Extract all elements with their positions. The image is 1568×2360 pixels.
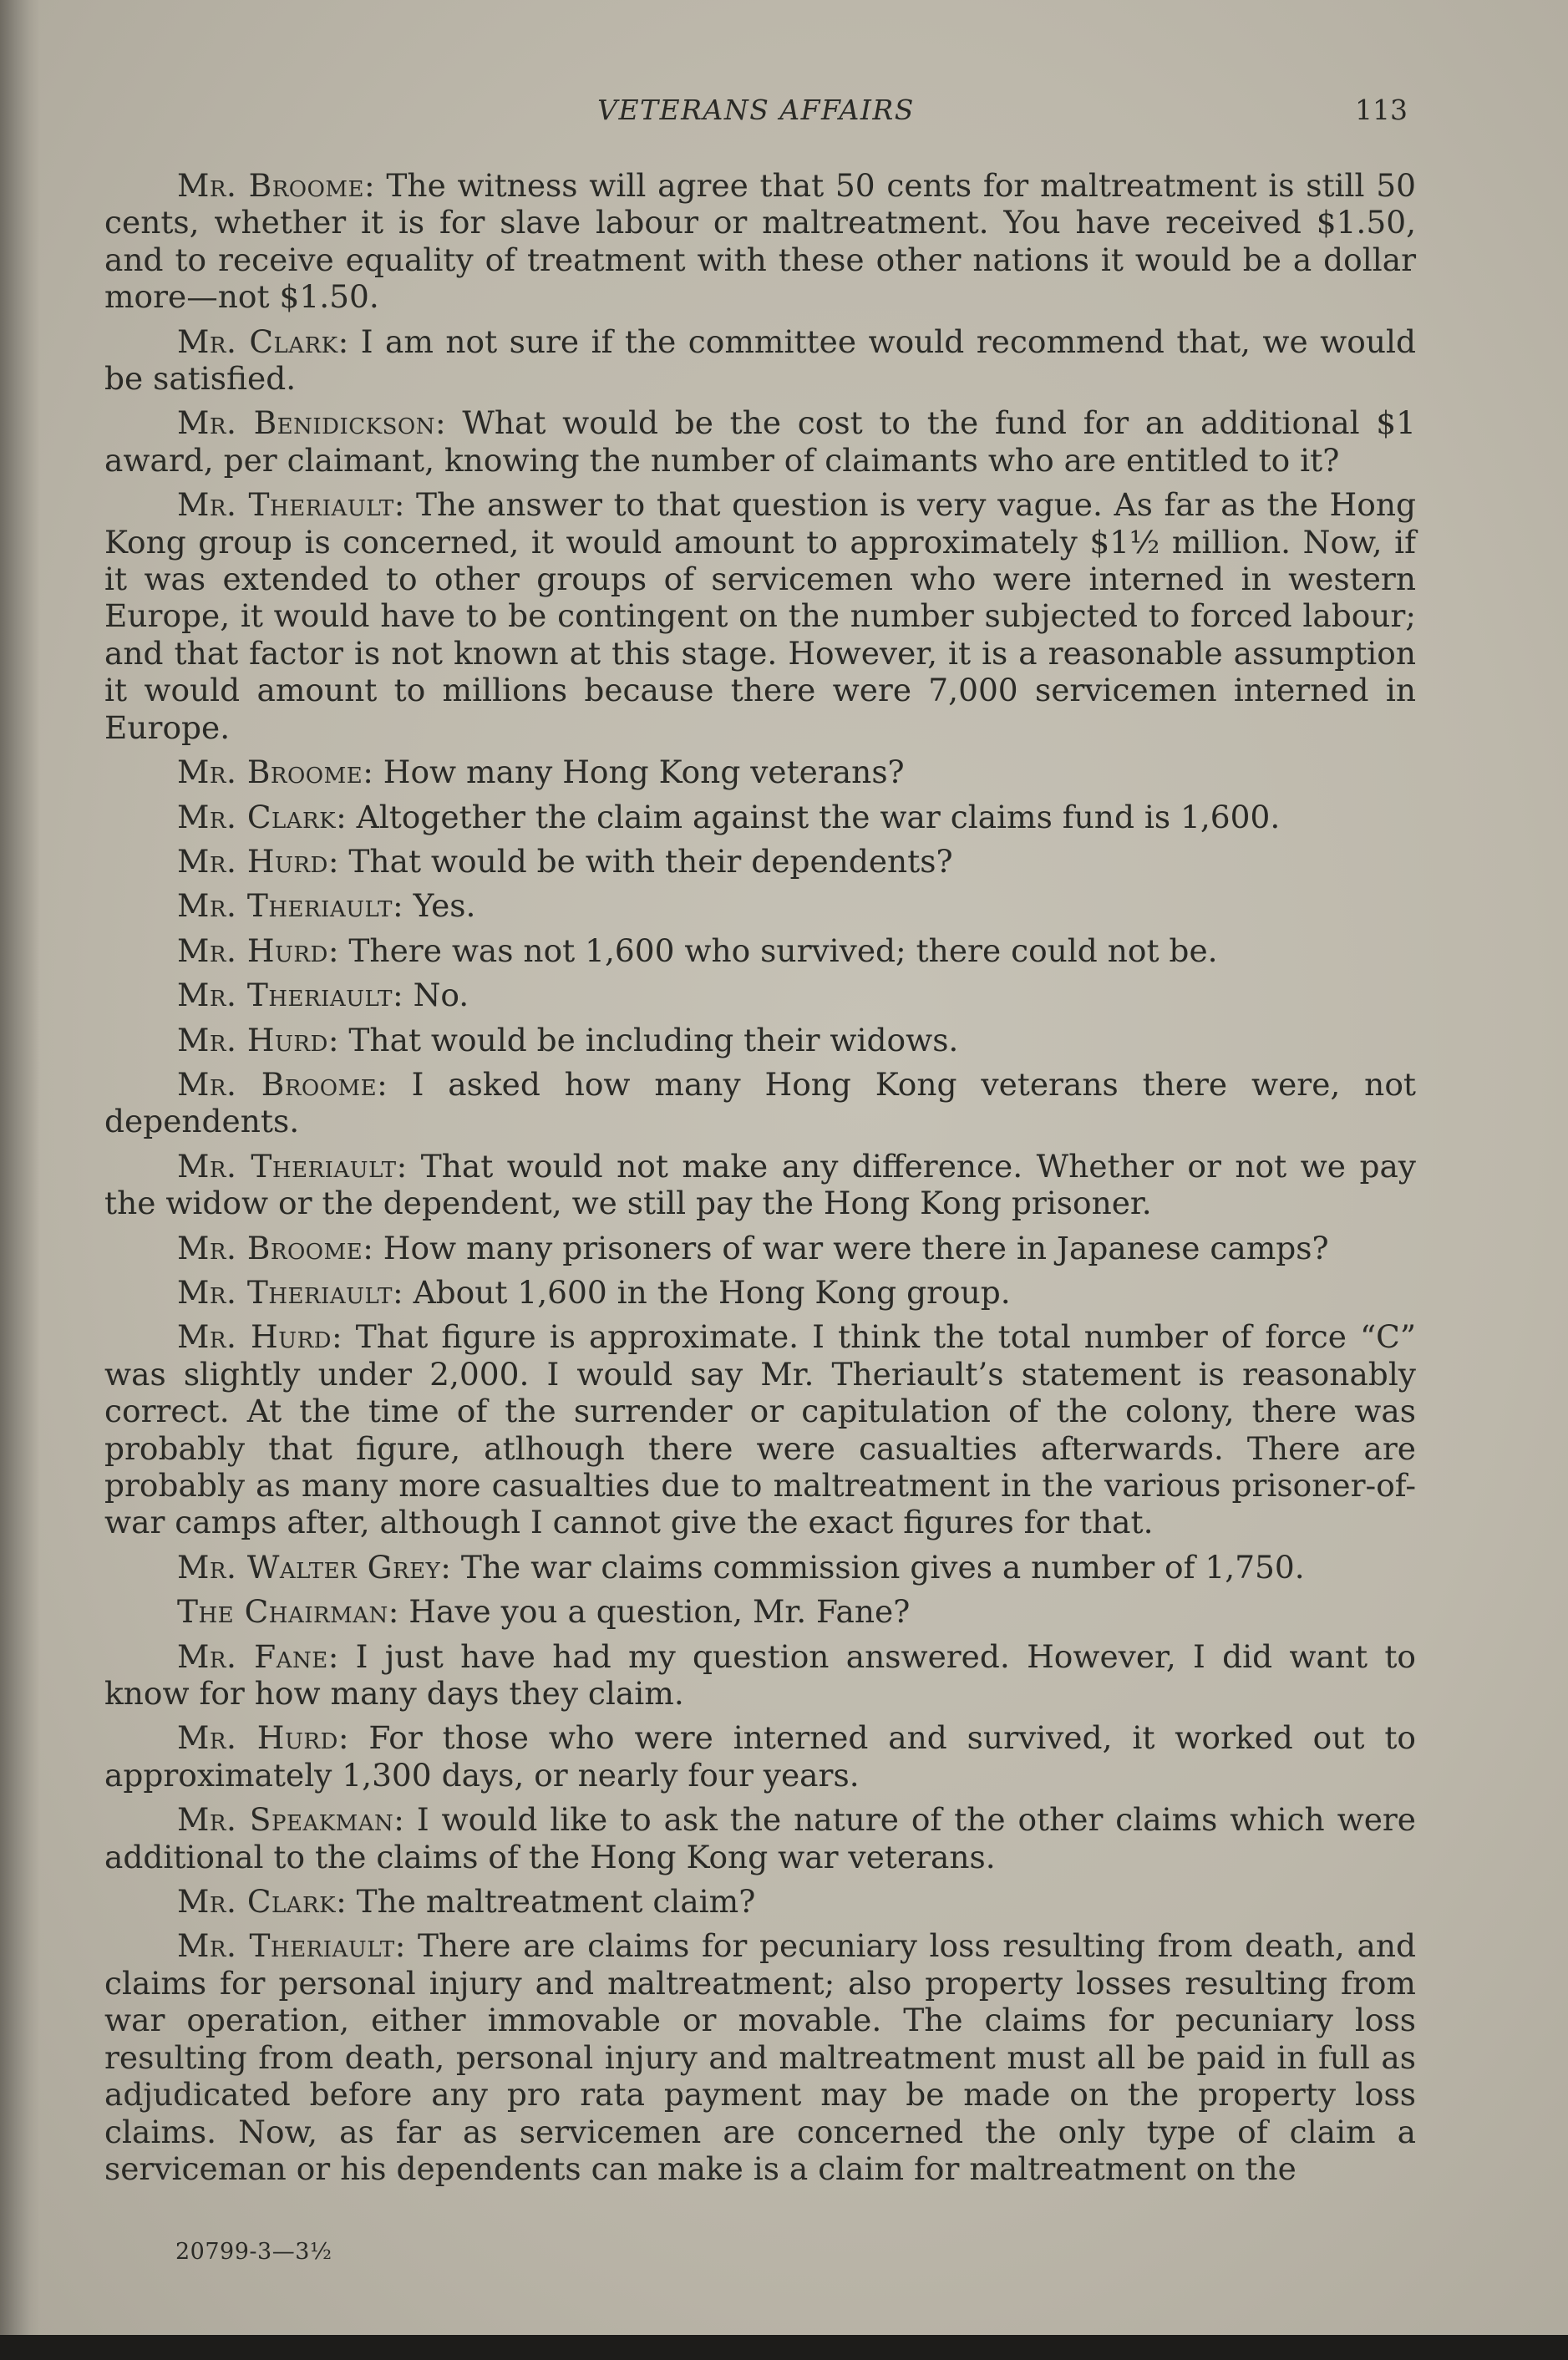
transcript-paragraph: Mr. Clark: I am not sure if the committee would recommend that, we would be satisfied. [104, 322, 1416, 398]
scan-bottom-edge [0, 2335, 1568, 2360]
transcript-paragraph: Mr. Theriault: There are claims for pecuniary loss resulting from death, and claims for personal injury and maltreatment; also property losses resulting from war operation, either immovable or movable. The claims for pecuniary loss resulting from death, personal injury and maltreatment must all be paid in full as adjudicated before any pro rata payment may be made on the property loss claims. Now, as far as servicemen are concerned the only type of claim a serviceman or his dependents can make is a claim for maltreatment on the [104, 1927, 1416, 2187]
speaker-name: Mr. Benidickson [177, 404, 435, 442]
page-header [104, 94, 1408, 135]
speech-text: Have you a question, Mr. Fane? [408, 1593, 911, 1631]
running-head: VETERANS AFFAIRS [597, 94, 915, 126]
speaker-name: Mr. Theriault [177, 977, 393, 1014]
speaker-name: Mr. Clark [177, 322, 338, 360]
speaker-name: Mr. Hurd [177, 1318, 332, 1356]
transcript-body [104, 167, 1416, 2195]
book-binding-edge [0, 0, 40, 2360]
page-number: 113 [1355, 94, 1408, 126]
speaker-name: Mr. Hurd [177, 842, 328, 880]
speaker-name: Mr. Theriault [177, 1147, 397, 1185]
transcript-paragraph: Mr. Benidickson: What would be the cost to the fund for an additional $1 award, per claimant, knowing the number of claimants who are entitled to it? [104, 404, 1417, 479]
speech-text: I just have had my question answered. However, I did want to know for how many days they claim. [104, 1637, 1416, 1713]
transcript-paragraph: Mr. Broome: How many prisoners of war were there in Japanese camps? [177, 1229, 1329, 1266]
speech-text: I am not sure if the committee would recommend that, we would be satisfied. [104, 322, 1416, 398]
speech-text: That would not make any difference. Whether or not we pay the widow or the dependent, we still pay the Hong Kong prisoner. [104, 1147, 1416, 1222]
transcript-paragraph: Mr. Hurd: That would be with their dependents? [177, 842, 953, 880]
speaker-name: Mr. Theriault [177, 887, 393, 925]
transcript-paragraph: Mr. Theriault: Yes. [177, 887, 476, 925]
speech-text: Altogether the claim against the war claims fund is 1,600. [356, 798, 1281, 835]
speaker-name: Mr. Broome [177, 754, 363, 791]
transcript-paragraph: Mr. Clark: The maltreatment claim? [177, 1883, 756, 1921]
transcript-paragraph: Mr. Walter Grey: The war claims commission gives a number of 1,750. [177, 1548, 1305, 1586]
speech-text: How many Hong Kong veterans? [383, 754, 905, 791]
speech-text: That figure is approximate. I think the total number of force “C” was slightly under 2,000. I would say Mr. Theriault’s statement is reasonably correct. At the time of the surrender or capitulation of the colony, there was probably that figure, atlhough there were casualties afterwards. There are probably as many more casualties due to maltreatment in the various prisoner-of-war camps after, although I cannot give the exact figures for that. [104, 1318, 1416, 1541]
transcript-paragraph: Mr. Theriault: The answer to that question is very vague. As far as the Hong Kong group is concerned, it would amount to approximately $1½ million. Now, if it was extended to other groups of servicemen who were interned in western Europe, it would have to be contingent on the number subjected to forced labour; and that factor is not known at this stage. However, it is a reasonable assumption it would amount to millions because there were 7,000 servicemen interned in Europe. [104, 486, 1416, 746]
speaker-name: Mr. Broome [177, 1065, 378, 1103]
transcript-paragraph: Mr. Broome: How many Hong Kong veterans? [177, 754, 905, 791]
transcript-paragraph: The Chairman: Have you a question, Mr. Fane? [177, 1593, 911, 1631]
transcript-paragraph: Mr. Broome: I asked how many Hong Kong veterans there were, not dependents. [104, 1065, 1416, 1140]
speech-text: The answer to that question is very vague. As far as the Hong Kong group is concerned, it would amount to approximately $1½ million. Now, if it was extended to other groups of servicemen who were interned in western Europe, it would have to be contingent on the number subjected to forced labour; and that factor is not known at this stage. However, it is a reasonable assumption it would amount to millions because there were 7,000 servicemen interned in Europe. [104, 486, 1416, 746]
speech-text: There was not 1,600 who survived; there could not be. [348, 931, 1218, 969]
speech-text: No. [413, 977, 469, 1014]
speech-text: That would be with their dependents? [348, 842, 953, 880]
speaker-name: Mr. Hurd [177, 931, 328, 969]
speaker-name: Mr. Walter Grey [177, 1548, 441, 1586]
speech-text: For those who were interned and survived, it worked out to approximately 1,300 days, or nearly four years. [104, 1719, 1416, 1794]
speech-text: I would like to ask the nature of the other claims which were additional to the claims of the Hong Kong war veterans. [104, 1801, 1416, 1875]
speaker-name: Mr. Clark [177, 798, 337, 835]
transcript-paragraph: Mr. Theriault: No. [177, 977, 469, 1014]
speaker-name: Mr. Theriault [177, 486, 394, 524]
printer-signature-mark: 20799-3—3½ [175, 2239, 332, 2265]
speaker-name: Mr. Fane [177, 1637, 328, 1675]
speaker-name: Mr. Hurd [177, 1719, 338, 1757]
speech-text: That would be including their widows. [348, 1021, 959, 1058]
speaker-name: Mr. Hurd [177, 1021, 328, 1058]
speech-text: I asked how many Hong Kong veterans there were, not dependents. [104, 1065, 1416, 1140]
speaker-name: Mr. Theriault [177, 1273, 393, 1311]
speaker-name: Mr. Theriault [177, 1927, 395, 1965]
speech-text: The witness will agree that 50 cents for maltreatment is still 50 cents, whether it is for slave labour or maltreatment. You have received $1.50, and to receive equality of treatment with these other nations it would be a dollar more—not $1.50. [104, 167, 1416, 316]
transcript-paragraph: Mr. Clark: Altogether the claim against the war claims fund is 1,600. [177, 798, 1281, 835]
transcript-paragraph: Mr. Speakman: I would like to ask the nature of the other claims which were additional to the claims of the Hong Kong war veterans. [104, 1801, 1416, 1875]
speech-text: What would be the cost to the fund for an additional $1 award, per claimant, knowing the number of claimants who are entitled to it? [104, 404, 1417, 479]
speaker-name: The Chairman [177, 1593, 388, 1631]
transcript-paragraph: Mr. Hurd: That figure is approximate. I think the total number of force “C” was slightly under 2,000. I would say Mr. Theriault’s statement is reasonably correct. At the time of the surrender or capitulation of the colony, there was probably that figure, atlhough there were casualties afterwards. There are probably as many more casualties due to maltreatment in the various prisoner-of-war camps after, although I cannot give the exact figures for that. [104, 1318, 1416, 1541]
speech-text: How many prisoners of war were there in Japanese camps? [383, 1229, 1329, 1266]
speaker-name: Mr. Clark [177, 1883, 337, 1921]
speech-text: The war claims commission gives a number of 1,750. [460, 1548, 1305, 1586]
speaker-name: Mr. Broome [177, 167, 365, 204]
transcript-paragraph: Mr. Hurd: For those who were interned and survived, it worked out to approximately 1,300 days, or nearly four years. [104, 1719, 1416, 1794]
speaker-name: Mr. Broome [177, 1229, 363, 1266]
transcript-paragraph: Mr. Hurd: That would be including their widows. [177, 1021, 959, 1058]
speech-text: There are claims for pecuniary loss resulting from death, and claims for personal injury and maltreatment; also property losses resulting from war operation, either immovable or movable. The claims for pecuniary loss resulting from death, personal injury and maltreatment must all be paid in full as adjudicated before any pro rata payment may be made on the property loss claims. Now, as far as servicemen are concerned the only type of claim a serviceman or his dependents can make is a claim for maltreatment on the [104, 1927, 1416, 2187]
transcript-paragraph: Mr. Theriault: About 1,600 in the Hong Kong group. [177, 1273, 1011, 1311]
transcript-paragraph: Mr. Fane: I just have had my question answered. However, I did want to know for how many days they claim. [104, 1637, 1416, 1713]
transcript-paragraph: Mr. Theriault: That would not make any difference. Whether or not we pay the widow or the dependent, we still pay the Hong Kong prisoner. [104, 1147, 1416, 1222]
speech-text: The maltreatment claim? [356, 1883, 756, 1921]
speaker-name: Mr. Speakman [177, 1801, 394, 1839]
speech-text: Yes. [413, 887, 476, 925]
transcript-paragraph: Mr. Hurd: There was not 1,600 who survived; there could not be. [177, 931, 1218, 969]
transcript-paragraph: Mr. Broome: The witness will agree that 50 cents for maltreatment is still 50 cents, whether it is for slave labour or maltreatment. You have received $1.50, and to receive equality of treatment with these other nations it would be a dollar more—not $1.50. [104, 167, 1416, 316]
speech-text: About 1,600 in the Hong Kong group. [413, 1273, 1011, 1311]
